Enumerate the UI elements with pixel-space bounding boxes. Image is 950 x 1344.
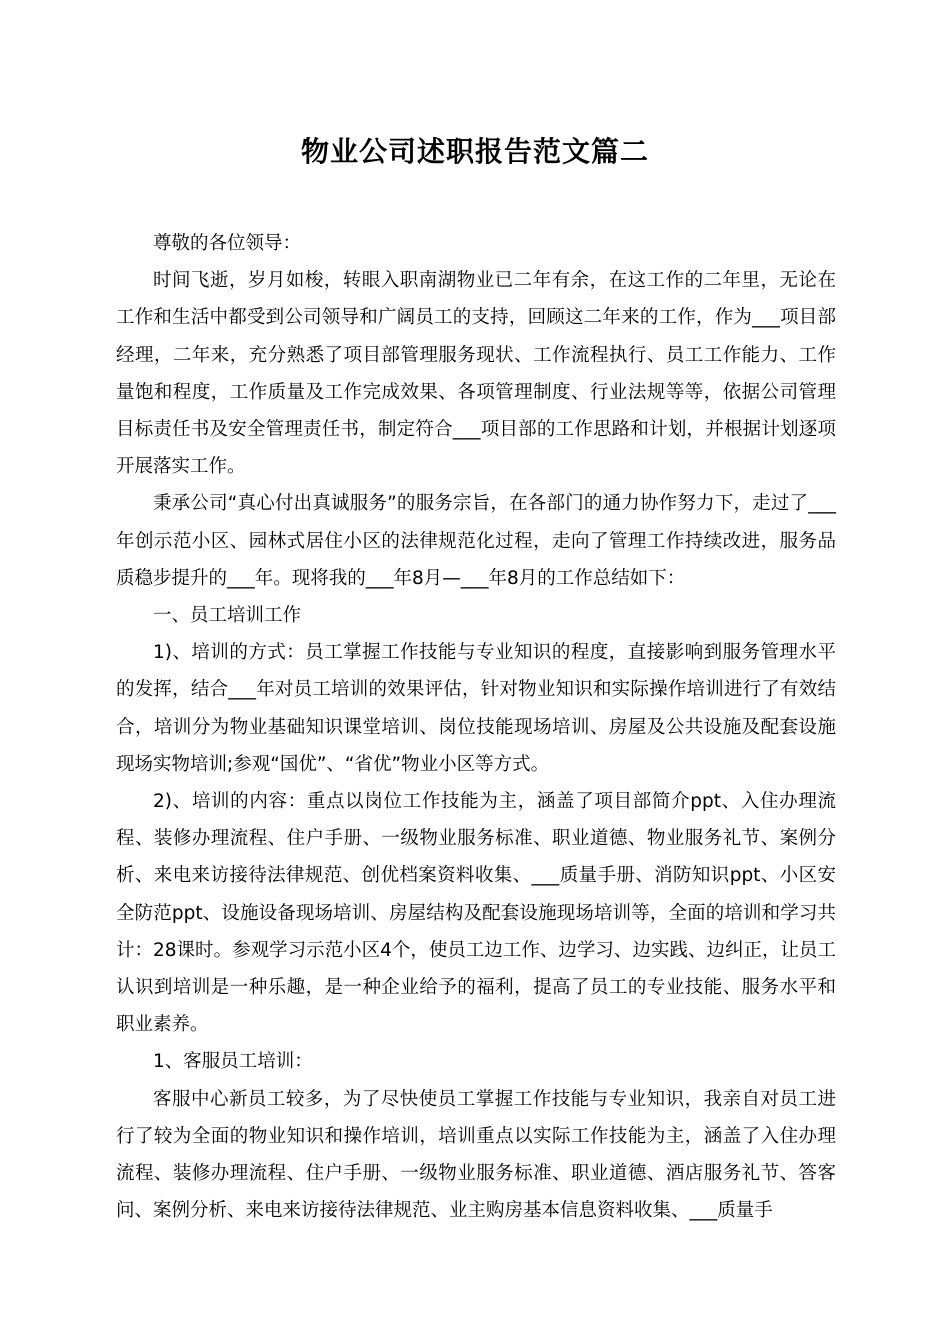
subheading-customer-service-training: 1、客服员工培训：	[153, 1051, 313, 1073]
document-title: 物业公司述职报告范文篇二	[300, 135, 649, 168]
paragraph-intro: 时间飞逝，岁月如梭，转眼入职南湖物业已二年有余，在这工作的二年里，无论在工作和生活中都受到公司领导和广阔员工的支持，回顾这二年来的工作，作为___项目部经理，二年来，充分熟悉了项目部管理服务现状、工作流程执行、员工工作能力、工作量饱和程度，工作质量及工作完成效果、各项管理制度、行业法规等等，依据公司管理目标责任书及安全管理责任书，制定符合___项目部的工作思路和计划，并根据计划逐项开展落实工作。	[116, 270, 836, 478]
document-body	[116, 225, 836, 1229]
paragraph-customer-service: 客服中心新员工较多，为了尽快使员工掌握工作技能与专业知识，我亲自对员工进行了较为全面的物业知识和操作培训，培训重点以实际工作技能为主，涵盖了入住办理流程、装修办理流程、住户手册、一级物业服务标准、职业道德、酒店服务礼节、答客问、案例分析、来电来访接待法律规范、业主购房基本信息资料收集、___质量手	[116, 1088, 836, 1222]
paragraph-salutation: 尊敬的各位领导：	[153, 233, 302, 254]
paragraph-service-purpose: 秉承公司“真心付出真诚服务”的服务宗旨，在各部门的通力协作努力下，走过了___年创示范小区、园林式居住小区的法律规范化过程，走向了管理工作持续改进，服务品质稳步提升的___年。现将我的___年8月—___年8月的工作总结如下：	[116, 493, 836, 589]
section-heading-training: 一、员工培训工作	[153, 605, 302, 627]
paragraph-training-content: 2)、培训的内容：重点以岗位工作技能为主，涵盖了项目部简介ppt、入住办理流程、装修办理流程、住户手册、一级物业服务标准、职业道德、物业服务礼节、案例分析、来电来访接待法律规范、创优档案资料收集、___质量手册、消防知识ppt、小区安全防范ppt、设施设备现场培训、房屋结构及配套设施现场培训等，全面的培训和学习共计：28课时。参观学习示范小区4个，使员工边工作、边学习、边实践、边纠正，让员工认识到培训是一种乐趣，是一种企业给予的福利，提高了员工的专业技能、服务水平和职业素养。	[116, 791, 836, 1036]
paragraph-training-method: 1)、培训的方式：员工掌握工作技能与专业知识的程度，直接影响到服务管理水平的发挥，结合___年对员工培训的效果评估，针对物业知识和实际操作培训进行了有效结合，培训分为物业基础知识课堂培训、岗位技能现场培训、房屋及公共设施及配套设施现场实物培训;参观“国优”、“省优”物业小区等方式。	[116, 642, 836, 775]
